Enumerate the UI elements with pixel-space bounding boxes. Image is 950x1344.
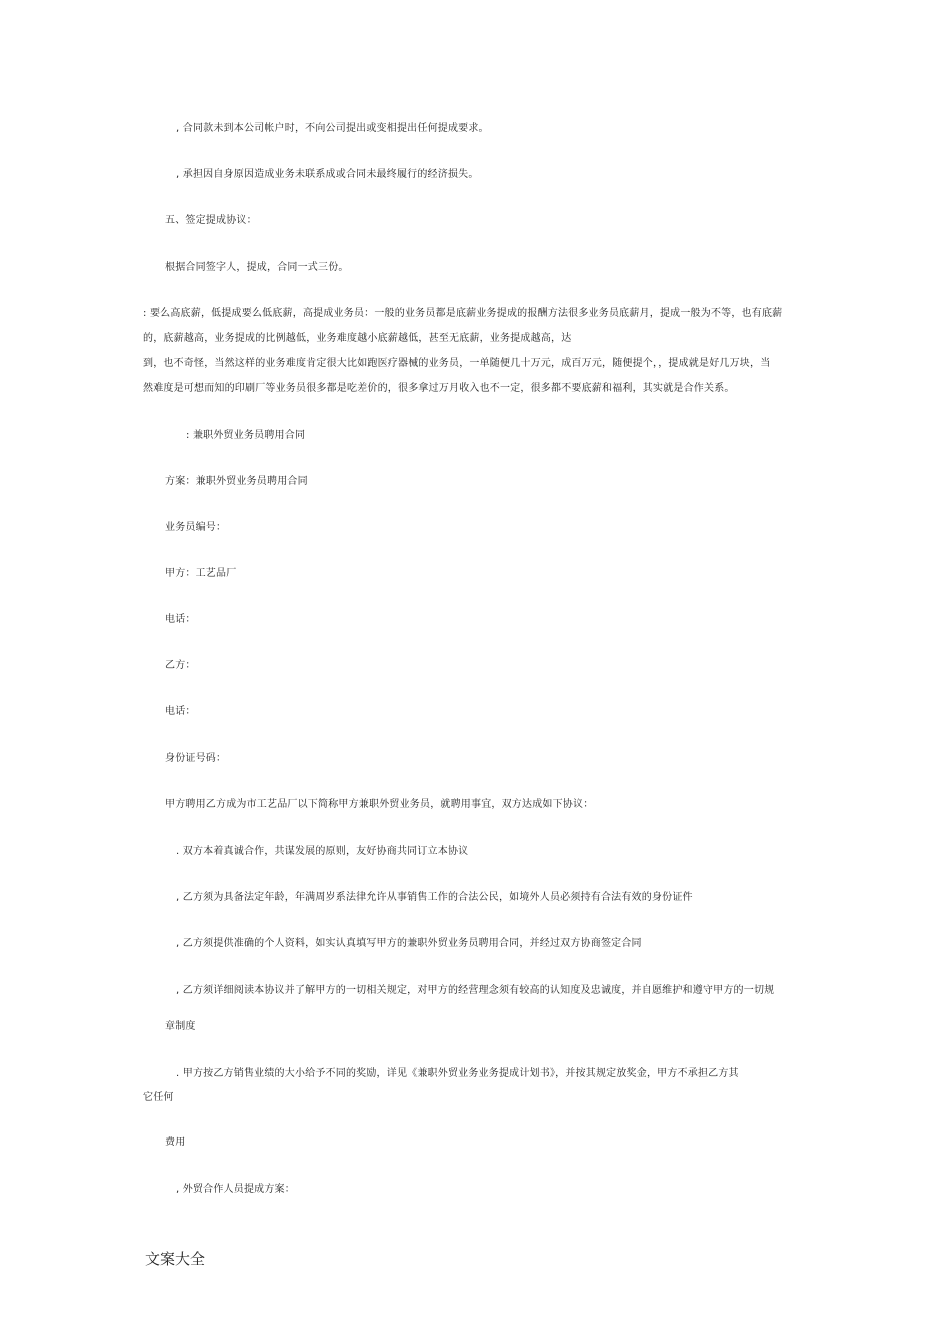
plan-title: 方案：兼职外贸业务员聘用合同 <box>165 476 308 487</box>
clause-commission-plan: , 外贸合作人员提成方案： <box>176 1184 295 1195</box>
clause-read-agreement: , 乙方须详细阅读本协议并了解甲方的一切相关规定，对甲方的经营理念须有较高的认知度及忠诚度，并自愿维护和遵守甲方的一切规 <box>176 985 775 996</box>
field-party-a-phone: 电话： <box>165 614 196 625</box>
paragraph-salary-line-2: 的，底薪越高，业务提成的比例越低，业务难度越小底薪越低，甚至无底薪，业务提成越高，达 <box>143 333 572 344</box>
clause-bear-losses: , 承担因自身原因造成业务未联系成或合同未最终履行的经济损失。 <box>176 169 479 180</box>
paragraph-signatory: 根据合同签字人，提成，合同一式三份。 <box>165 262 349 273</box>
paragraph-salary-line-1: : 要么高底薪，低提成要么低底薪，高提成业务员：一般的业务员都是底薪业务提成的报酬方法很多业务员底薪月，提成一般为不等，也有底薪 <box>143 308 783 319</box>
clause-sincere-cooperation: . 双方本着真诚合作，共谋发展的原则，友好协商共同订立本协议 <box>176 846 469 857</box>
paragraph-salary-line-3: 到，也不奇怪，当然这样的业务难度肯定很大比如跑医疗器械的业务员，一单随便几十万元，成百万元，随便提个，，提成就是好几万块，当 <box>143 358 771 369</box>
clause-rewards: . 甲方按乙方销售业绩的大小给予不同的奖励，详见《兼职外贸业务业务提成计划书》，并按其规定放奖金，甲方不承担乙方其 <box>176 1068 739 1079</box>
section-heading-5: 五、签定提成协议： <box>165 215 257 226</box>
clause-payment-not-received: , 合同款未到本公司帐户时，不向公司提出或变相提出任何提成要求。 <box>176 123 489 134</box>
paragraph-agreement-intro: 甲方聘用乙方成为市工艺品厂以下简称甲方兼职外贸业务员，就聘用事宜，双方达成如下协议： <box>165 799 594 810</box>
paragraph-salary-line-4: 然难度是可想而知的印刷厂等业务员很多都是吃差价的，很多拿过万月收入也不一定，很多都不要底薪和福利，其实就是合作关系。 <box>143 383 735 394</box>
clause-personal-info: , 乙方须提供准确的个人资料，如实认真填写甲方的兼职外贸业务员聘用合同，并经过双方协商签定合同 <box>176 938 642 949</box>
field-id-number: 身份证号码： <box>165 753 227 764</box>
field-party-b-phone: 电话： <box>165 706 196 717</box>
clause-rewards-cont-2: 费用 <box>165 1137 186 1148</box>
clause-legal-age: , 乙方须为具备法定年龄，年满周岁系法律允许从事销售工作的合法公民，如境外人员必须持有合法有效的身份证件 <box>176 892 693 903</box>
field-party-b: 乙方： <box>165 660 196 671</box>
contract-heading: : 兼职外贸业务员聘用合同 <box>186 430 306 441</box>
page-footer: 文案大全 <box>145 1250 206 1268</box>
clause-rewards-cont: 它任何 <box>143 1092 174 1103</box>
clause-read-agreement-cont: 章制度 <box>165 1021 196 1032</box>
field-salesperson-id: 业务员编号： <box>165 522 227 533</box>
field-party-a: 甲方：工艺品厂 <box>165 568 237 579</box>
